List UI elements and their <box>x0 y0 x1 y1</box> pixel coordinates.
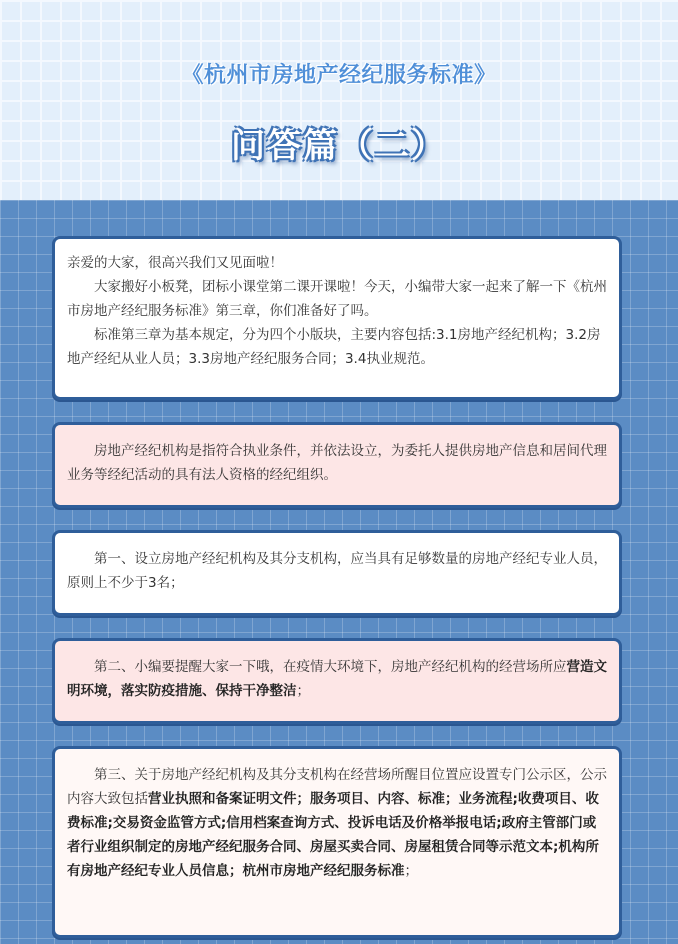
intro-paragraph-1: 大家搬好小板凳，团标小课堂第二课开课啦！今天，小编带大家一起来了解一下《杭州市房地产经纪服务标准》第三章，你们准备好了吗。 <box>67 279 607 319</box>
point-3-card <box>52 746 622 938</box>
intro-paragraph-2: 标准第三章为基本规定，分为四个小版块，主要内容包括:3.1房地产经纪机构；3.2房地产经纪从业人员；3.3房地产经纪服务合同；3.4执业规范。 <box>67 327 601 367</box>
point-1-text: 第一、设立房地产经纪机构及其分支机构，应当具有足够数量的房地产经纪专业人员，原则上不少于3名； <box>67 551 607 591</box>
point-2-end: ； <box>296 683 310 699</box>
definition-text: 房地产经纪机构是指符合执业条件，并依法设立，为委托人提供房地产信息和居间代理业务等经纪活动的具有法人资格的经纪组织。 <box>67 443 607 483</box>
point-3-text: 第三、关于房地产经纪机构及其分支机构在经营场所醒目位置应设置专门公示区，公示内容大致包括 <box>67 767 607 807</box>
header-banner <box>0 0 678 200</box>
point-2-card <box>52 638 622 724</box>
point-1-card <box>52 530 622 616</box>
page-title: 问答篇（二） <box>231 126 447 166</box>
point-3-end: ； <box>404 863 418 879</box>
point-3-highlight: 营业执照和备案证明文件；服务项目、内容、标准；业务流程;收费项目、收费标准;交易资金监管方式;信用档案查询方式、投诉电话及价格举报电话;政府主管部门或者行业组织制定的房地产经纪服务合同、房屋买卖合同、房屋租赁合同等示范文本;机构所有房地产经纪专业人员信息；杭州市房地产经纪服务标准 <box>67 791 599 879</box>
intro-card <box>52 236 622 400</box>
point-2-highlight: 营造文明环境，落实防疫措施、保持干净整洁 <box>67 659 607 699</box>
point-2-paragraph <box>67 655 607 703</box>
point-2-text: 第二、小编要提醒大家一下哦，在疫情大环境下，房地产经纪机构的经营场所应 <box>94 659 567 675</box>
point-3-paragraph <box>67 763 607 883</box>
definition-card <box>52 422 622 508</box>
greeting-text: 亲爱的大家，很高兴我们又见面啦！ <box>67 255 283 271</box>
page-subtitle: 《杭州市房地产经纪服务标准》 <box>181 63 497 88</box>
